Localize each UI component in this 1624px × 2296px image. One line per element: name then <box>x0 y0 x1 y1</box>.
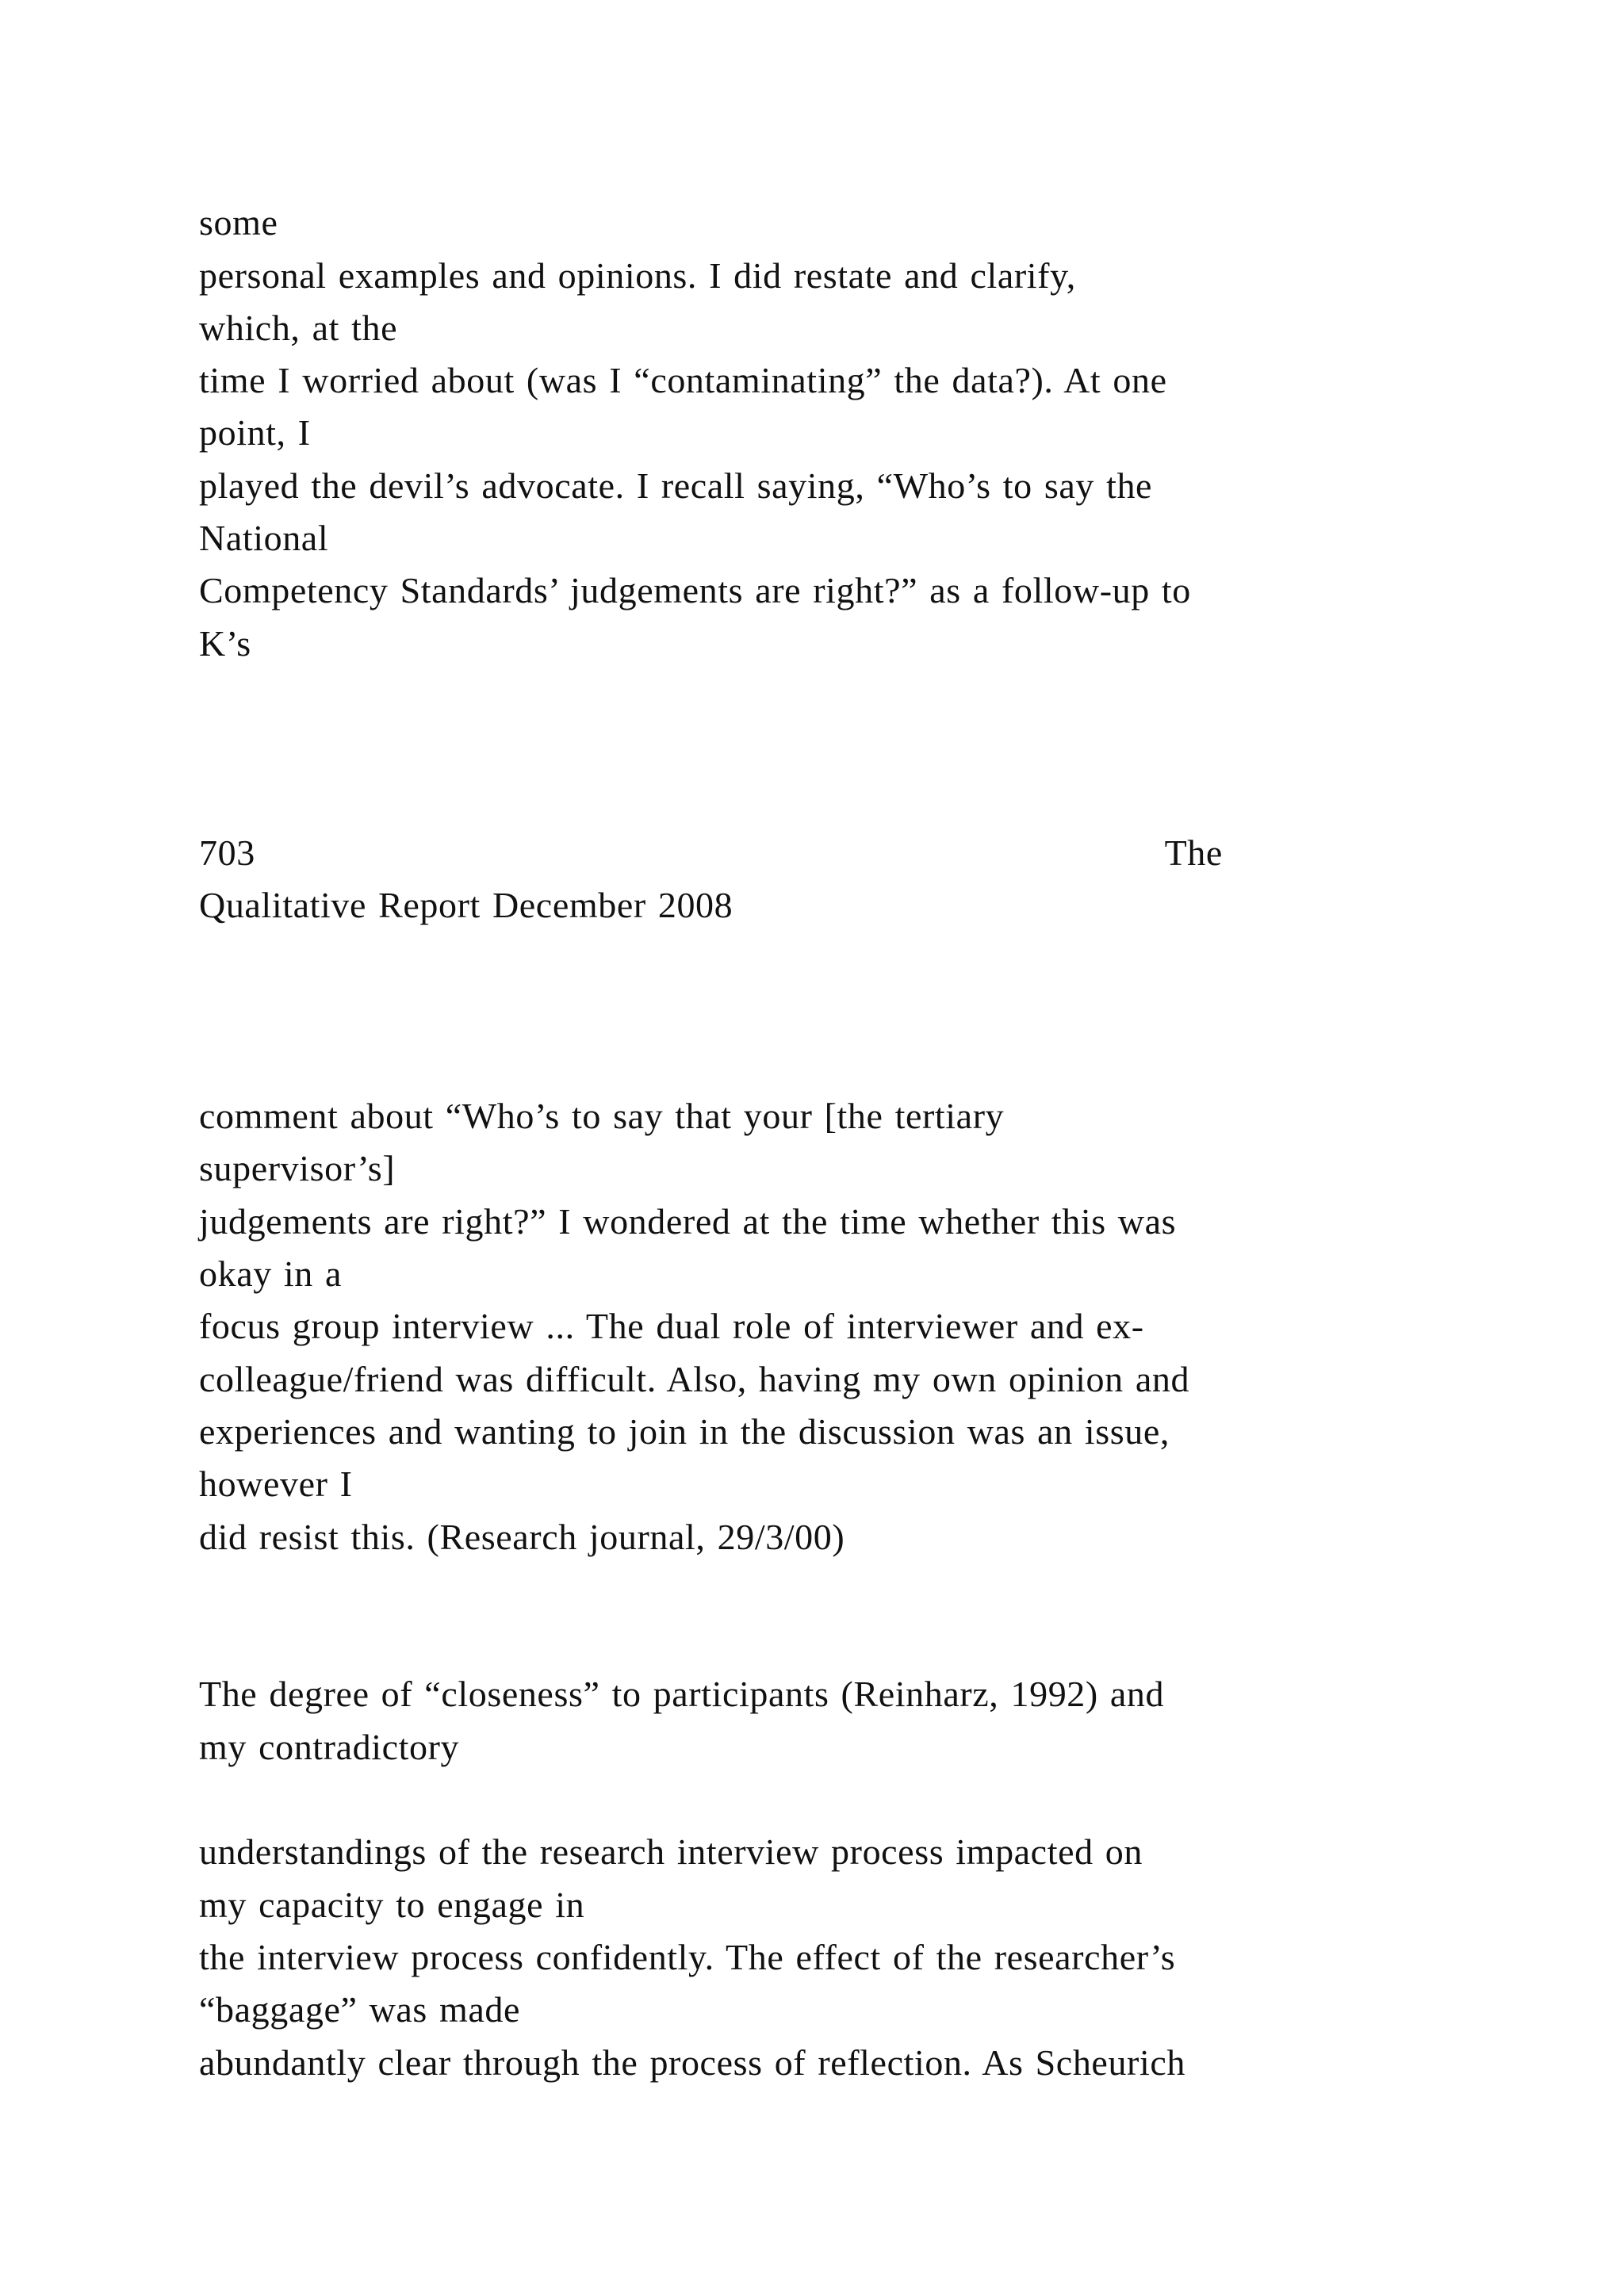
text-line: personal examples and opinions. I did restate and clarify, <box>199 255 1076 296</box>
text-line: Competency Standards’ judgements are right?” as a follow-up to <box>199 570 1191 610</box>
text-line: which, at the <box>199 308 398 348</box>
text-line: colleague/friend was difficult. Also, having my own opinion and <box>199 1359 1190 1399</box>
text-line: abundantly clear through the process of reflection. As Scheurich <box>199 2042 1185 2083</box>
running-title: Qualitative Report December 2008 <box>199 885 733 925</box>
text-line: judgements are right?” I wondered at the time whether this was <box>199 1201 1177 1242</box>
text-line: the interview process confidently. The effect of the researcher’s <box>199 1937 1176 1977</box>
text-line: my capacity to engage in <box>199 1885 585 1925</box>
text-line: understandings of the research interview process impacted on <box>199 1831 1143 1872</box>
text-line: some <box>199 202 278 243</box>
text-line: K’s <box>199 623 251 664</box>
text-line: played the devil’s advocate. I recall saying, “Who’s to say the <box>199 465 1153 506</box>
text-line: National <box>199 518 329 558</box>
text-line: The degree of “closeness” to participants (Reinharz, 1992) and <box>199 1674 1165 1714</box>
text-line: did resist this. (Research journal, 29/3/00) <box>199 1517 845 1557</box>
text-line: focus group interview ... The dual role of interviewer and ex- <box>199 1306 1144 1346</box>
page-header: 703 The <box>199 832 1223 873</box>
text-line: time I worried about (was I “contaminating” the data?). At one <box>199 360 1167 400</box>
text-line: my contradictory <box>199 1727 460 1767</box>
text-line: supervisor’s] <box>199 1148 396 1188</box>
text-line: “baggage” was made <box>199 1989 521 2030</box>
text-line: point, I <box>199 412 311 453</box>
text-line: okay in a <box>199 1253 343 1294</box>
text-line: however I <box>199 1464 353 1504</box>
text-line: comment about “Who’s to say that your [the tertiary <box>199 1096 1005 1136</box>
text-line: experiences and wanting to join in the discussion was an issue, <box>199 1411 1170 1452</box>
